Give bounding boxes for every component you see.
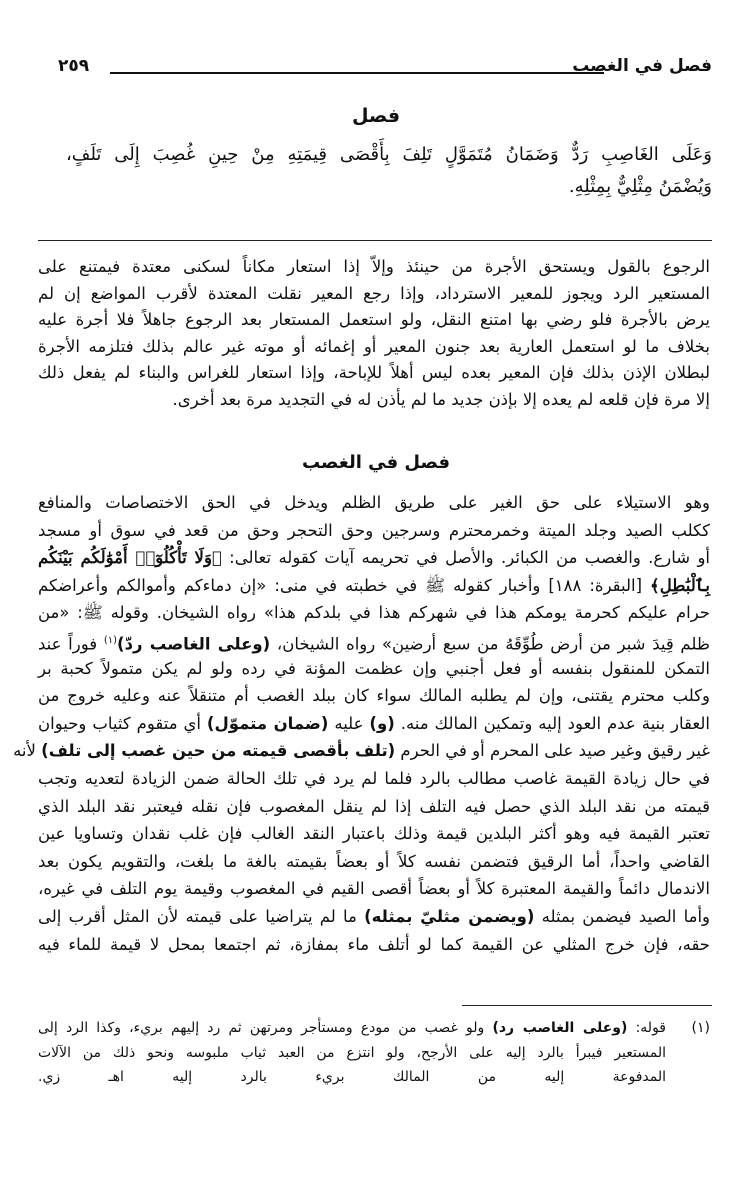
text-run: ككلب الصيد وجلد الميتة وخمرمحترم وسرجين وحق التحجر وحق من قعد في سوق أو مسجد	[38, 520, 710, 540]
commentary-line: يرض بالأجرة فلو رضي بها امتنع النقل، ولو استعمل المستعار بعد الرجوع جاهلاً فلا أجرة عليه	[38, 310, 710, 330]
matn-line: وَيُضْمَنُ مِثْلِيٌّ بِمِثْلِهِ.	[568, 176, 712, 197]
text-run: التمكن للمنقول بنفسه أو فعل أجنبي وإن عظمت المؤنة في رده ولو لم يكن متمولاً كحبة بر	[38, 658, 710, 678]
bold-matn-quote: (ضمان متموّل)	[206, 713, 329, 733]
text-run: وهو الاستيلاء على حق الغير على طريق الظلم ويدخل في الحق الاختصاصات والمنافع	[38, 493, 710, 512]
footnote-number: (١)	[691, 1020, 710, 1036]
matn-commentary-divider	[38, 240, 712, 241]
text-line	[38, 849, 710, 875]
text-run: غير رقيق وغير صيد على المحرم أو في الحرم	[395, 741, 710, 761]
footnote-ref: (١)	[103, 635, 118, 646]
text-line	[38, 573, 710, 599]
text-line	[38, 683, 710, 709]
footnote-divider	[462, 1005, 712, 1006]
text-run: ما لم يتراضيا على قيمته لأن المثل أقرب إلى	[38, 907, 365, 926]
text-line	[38, 1065, 666, 1089]
text-run: تعتبر القيمة فيه وهو أكثر البلدين قيمة وذلك باعتبار النقد الغالب فإن غلب نقدان وتساويا عين	[38, 824, 710, 844]
text-line	[38, 628, 710, 658]
running-header	[52, 52, 712, 80]
text-line	[38, 766, 710, 792]
quran-quote: بِٱلْبَٰطِلِ﴾	[650, 575, 710, 595]
text-run: قوله:	[627, 1020, 666, 1036]
text-line	[38, 1041, 666, 1065]
text-line	[38, 821, 710, 847]
text-line	[38, 1016, 666, 1040]
text-run: عليه	[328, 713, 370, 733]
text-run: المستعير فيبرأ بالرد إليه على الأرجح، ولو انتزع من العبد ثياب ملبوسه ونحو ذلك من الآلات	[38, 1044, 666, 1061]
running-title: فصل في الغصب	[572, 56, 712, 76]
bold-matn-quote: (و)	[369, 713, 395, 733]
bold-matn-quote: (تلف بأقصى قيمته من حين غصب إلى تلف)	[41, 741, 396, 761]
page-number: ٢٥٩	[58, 56, 90, 76]
commentary-line: المستعير الرد ويجوز للمعير الاسترداد، وإذا رجع المعير نقلت المعتدة لأقرب المواضع إن لم	[38, 283, 710, 303]
text-line	[38, 545, 710, 571]
section-heading-ghasb: فصل في الغصب	[302, 452, 450, 473]
text-line	[38, 711, 710, 737]
commentary-line: لبطلان الإذن بذلك فإن المعير بعده ليس أهلاً للإباحة، وإذا استعار للغراس والبناء لم يفعل ذلك	[38, 363, 710, 383]
text-line	[13, 738, 710, 764]
text-run: العقار بنية عدم العود إليه وتمكين المالك منه.	[394, 713, 710, 733]
text-run: وكلب محترم يقتنى، وإن لم يطلبه المالك سواء كان ببلد الغصب أم متنقلاً عنه وعليه خروج من	[38, 686, 710, 706]
text-run: أي متقوم كثياب وحيوان	[38, 713, 207, 733]
text-run: حقه، فإن خرج المثلي عن القيمة كما لو أتلف ماء بمفازة، ثم اجتمعا بمحل لا قيمة للماء فيه	[38, 934, 710, 954]
text-line	[38, 876, 710, 902]
bold-matn-quote: (وعلى الغاصب رد)	[492, 1020, 628, 1036]
header-rule	[110, 72, 604, 74]
text-line	[38, 794, 710, 820]
text-line	[38, 656, 710, 682]
section-heading-fasl: فصل	[351, 105, 401, 127]
quran-quote: ﴿وَلَا تَأْكُلُوٓا۟ أَمْوَٰلَكُم بَيْنَكُم	[38, 548, 222, 568]
commentary-line: إلا مرة فإن قلعه لم يعده إلا بإذن جديد ما لم يأذن له في التجديد مرة بعد أخرى.	[172, 390, 710, 409]
text-run: المدفوعة إليه من المالك بريء بالرد إليه اهـ زي.	[38, 1069, 666, 1085]
text-line	[38, 932, 710, 958]
text-run: لأنه	[13, 741, 42, 761]
bold-matn-quote: (وعلى الغاصب ردّ)	[117, 634, 271, 654]
text-line	[38, 600, 710, 626]
text-line	[38, 490, 710, 516]
text-run: الاندمال دائماً والقيمة المعتبرة كلاً أو بعضاً أقصى القيم في المغصوب وقيمة يوم التلف في غيره،	[38, 879, 710, 899]
text-run: ولو غصب من مودع ومستأجر ومرتهن ثم رد إليهم بريء، وكذا الرد إلى	[38, 1020, 493, 1036]
text-run: القاضي واحداً، أما الرقيق فتضمن نفسه كلاً أو بعضاً بقيمته بالغة ما بلغت، والتقويم يكون بعد	[38, 851, 710, 871]
text-run: أو شارع. والغصب من الكبائر. والأصل في تحريمه آيات كقوله تعالى:	[221, 548, 710, 568]
matn-line: وَعَلَى الغَاصِبِ رَدٌّ وَضَمَانُ مُتَمَوَّلٍ تَلِفَ بِأَقْصَى قِيمَتِهِ مِنْ حِينِ غُصِبَ إِلَى تَلَفٍ،	[66, 144, 712, 165]
commentary-line: الرجوع بالقول ويستحق الأجرة من حينئذ وإلاّ إذا استعار مكاناً لسكنى معتدة فيمتنع على	[38, 257, 710, 276]
text-run: [البقرة: ١٨٨] وأخبار كقوله ﷺ في خطبته في منى: «إن دماءكم وأموالكم وأعراضكم	[38, 575, 651, 595]
text-run: ظلم قِيدَ شبر من أرض طُوِّقَهُ من سبع أرضين» رواه الشيخان،	[270, 634, 711, 654]
text-run: في حال زيادة القيمة غاصب مطالب بالرد فلما لم يرد في تلك الحالة ضمن الزيادة لتعديه وتجب	[38, 769, 710, 788]
commentary-line: بخلاف ما لو استعمل العارية بعد جنون المعير أو إغمائه أو موته غير عالم بذلك فتلزمه الأجرة	[38, 336, 710, 356]
text-run: قيمته من نقد البلد الذي حصل فيه التلف إذا لم ينقل المغصوب فإن نقله فيعتبر نقد البلد الذي	[38, 796, 710, 816]
text-run: وأما الصيد فيضمن بمثله	[534, 907, 710, 926]
text-run: فوراً عند	[38, 634, 104, 654]
text-line	[38, 904, 710, 930]
text-line	[38, 518, 710, 544]
bold-matn-quote: (ويضمن مثليّ بمثله)	[364, 907, 535, 926]
text-run: حرام عليكم كحرمة يومكم هذا في شهركم هذا في بلدكم هذا» رواه الشيخان. وقوله ﷺ: «من	[38, 603, 710, 623]
